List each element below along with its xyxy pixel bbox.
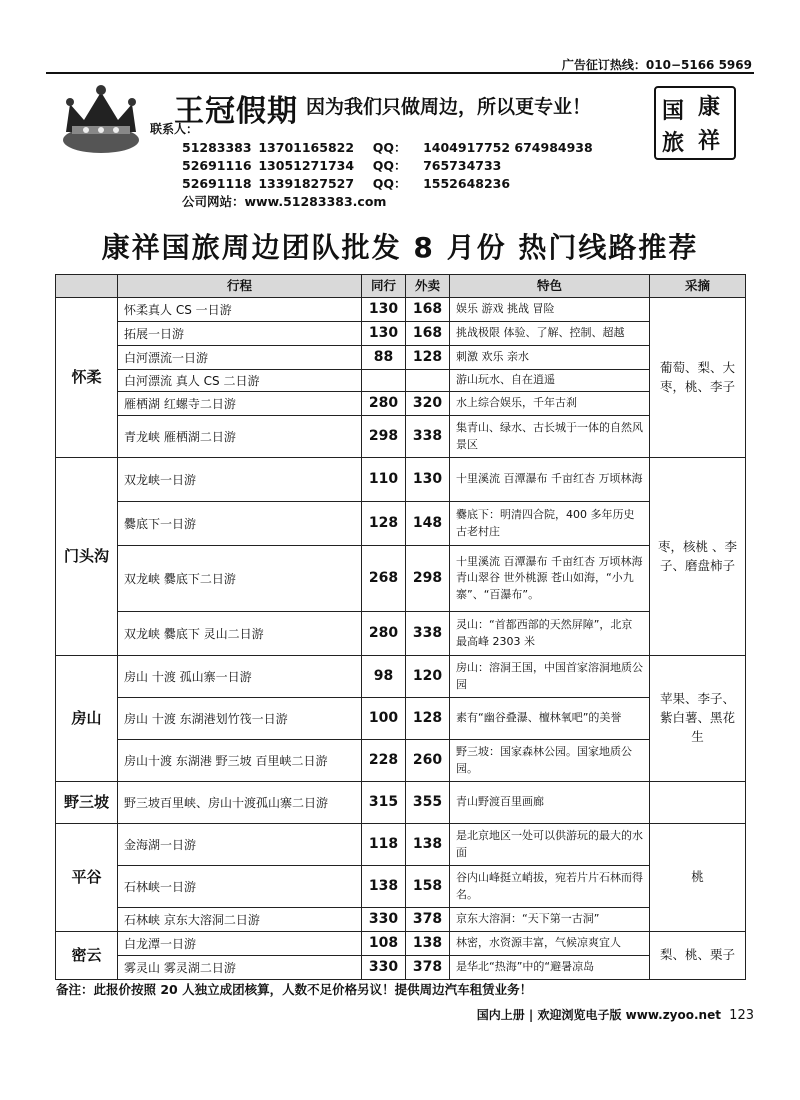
contact-row — [182, 174, 510, 192]
routes-body — [56, 298, 746, 980]
region-cell: 房山 — [56, 656, 118, 782]
seal-char: 国 — [662, 99, 685, 124]
feature-cell: 素有“幽谷叠瀑、檀林氧吧”的美誉 — [450, 698, 650, 740]
feature-cell: 谷内山峰挺立峭拔，宛若片片石林而得名。 — [450, 866, 650, 908]
table-row — [56, 612, 746, 656]
feature-cell: 青山野渡百里画廊 — [450, 782, 650, 824]
header-retail-price: 外卖 — [406, 275, 450, 298]
company-name: 王冠假期 — [174, 94, 298, 129]
feature-cell: 林密，水资源丰富，气候凉爽宜人 — [450, 932, 650, 956]
retail-price-cell: 158 — [406, 866, 450, 908]
feature-cell: 是北京地区一处可以供游玩的最大的水面 — [450, 824, 650, 866]
feature-cell: 刺激 欢乐 亲水 — [450, 346, 650, 370]
feature-cell: 集青山、绿水、古长城于一体的自然风景区 — [450, 416, 650, 458]
table-row — [56, 298, 746, 322]
retail-price-cell: 338 — [406, 612, 450, 656]
crown-logo-icon — [60, 80, 142, 156]
peer-price-cell: 130 — [362, 322, 406, 346]
table-row — [56, 458, 746, 502]
retail-price-cell — [406, 370, 450, 392]
table-row — [56, 502, 746, 546]
seal-stamp — [654, 86, 736, 160]
company-slogan: 因为我们只做周边，所以更专业！ — [306, 96, 592, 118]
route-cell: 双龙峡一日游 — [118, 458, 362, 502]
feature-cell: 十里溪流 百潭瀑布 千亩红杏 万顷林海 青山翠谷 世外桃源 苍山如海，“小九寨”、“百瀑布”。 — [450, 546, 650, 612]
feature-cell: 房山：溶洞王国，中国首家溶洞地质公园 — [450, 656, 650, 698]
qq-label: QQ： — [372, 140, 407, 155]
contact-mobile: 13391827527 — [258, 176, 355, 191]
route-cell: 白河漂流 真人 CS 二日游 — [118, 370, 362, 392]
table-row — [56, 866, 746, 908]
retail-price-cell: 260 — [406, 740, 450, 782]
region-cell: 野三坡 — [56, 782, 118, 824]
route-cell: 拓展一日游 — [118, 322, 362, 346]
retail-price-cell: 128 — [406, 698, 450, 740]
peer-price-cell: 228 — [362, 740, 406, 782]
route-cell: 怀柔真人 CS 一日游 — [118, 298, 362, 322]
feature-cell: 挑战极限 体验、了解、控制、超越 — [450, 322, 650, 346]
table-row — [56, 656, 746, 698]
peer-price-cell: 100 — [362, 698, 406, 740]
route-cell: 野三坡百里峡、房山十渡孤山寨二日游 — [118, 782, 362, 824]
picking-cell: 桃 — [650, 824, 746, 932]
header-region — [56, 275, 118, 298]
contact-tel: 52691118 — [182, 176, 252, 191]
route-cell: 房山十渡 东湖港 野三坡 百里峡二日游 — [118, 740, 362, 782]
peer-price-cell: 130 — [362, 298, 406, 322]
routes-table — [55, 274, 746, 980]
table-row — [56, 956, 746, 980]
table-row — [56, 392, 746, 416]
route-cell: 金海湖一日游 — [118, 824, 362, 866]
table-row — [56, 346, 746, 370]
route-cell: 雁栖湖 红螺寺二日游 — [118, 392, 362, 416]
peer-price-cell: 330 — [362, 956, 406, 980]
header-peer-price: 同行 — [362, 275, 406, 298]
peer-price-cell: 298 — [362, 416, 406, 458]
header-route: 行程 — [118, 275, 362, 298]
retail-price-cell: 138 — [406, 932, 450, 956]
route-cell: 白龙潭一日游 — [118, 932, 362, 956]
feature-cell: 野三坡：国家森林公园。国家地质公园。 — [450, 740, 650, 782]
retail-price-cell: 378 — [406, 908, 450, 932]
peer-price-cell: 108 — [362, 932, 406, 956]
retail-price-cell: 168 — [406, 298, 450, 322]
contact-qq: 1552648236 — [423, 176, 511, 191]
retail-price-cell: 148 — [406, 502, 450, 546]
peer-price-cell: 280 — [362, 392, 406, 416]
ad-hotline: 广告征订热线：010−5166 5969 — [561, 58, 752, 72]
retail-price-cell: 355 — [406, 782, 450, 824]
peer-price-cell: 315 — [362, 782, 406, 824]
route-cell: 双龙峡 爨底下二日游 — [118, 546, 362, 612]
retail-price-cell: 168 — [406, 322, 450, 346]
route-cell: 爨底下一日游 — [118, 502, 362, 546]
route-cell: 青龙峡 雁栖湖二日游 — [118, 416, 362, 458]
region-cell: 密云 — [56, 932, 118, 980]
picking-cell: 苹果、李子、紫白薯、黑花生 — [650, 656, 746, 782]
table-row — [56, 546, 746, 612]
contact-mobile: 13701165822 — [258, 140, 355, 155]
peer-price-cell: 280 — [362, 612, 406, 656]
contact-tel: 51283383 — [182, 140, 252, 155]
table-row — [56, 370, 746, 392]
top-divider — [46, 72, 754, 74]
contact-qq: 1404917752 674984938 — [423, 140, 593, 155]
table-row — [56, 322, 746, 346]
retail-price-cell: 138 — [406, 824, 450, 866]
route-cell: 房山 十渡 孤山寨一日游 — [118, 656, 362, 698]
peer-price-cell: 88 — [362, 346, 406, 370]
route-cell: 石林峡一日游 — [118, 866, 362, 908]
peer-price-cell: 138 — [362, 866, 406, 908]
picking-cell: 葡萄、梨、大枣，桃、李子 — [650, 298, 746, 458]
retail-price-cell: 378 — [406, 956, 450, 980]
route-cell: 双龙峡 爨底下 灵山二日游 — [118, 612, 362, 656]
table-row — [56, 698, 746, 740]
route-cell: 石林峡 京东大溶洞二日游 — [118, 908, 362, 932]
feature-cell: 十里溪流 百潭瀑布 千亩红杏 万顷林海 — [450, 458, 650, 502]
company-website[interactable]: 公司网站：www.51283383.com — [182, 194, 387, 209]
region-cell: 怀柔 — [56, 298, 118, 458]
region-cell: 平谷 — [56, 824, 118, 932]
footer-text: 国内上册 | 欢迎浏览电子版 www.zyoo.net — [476, 1008, 721, 1022]
page-footer — [400, 1006, 754, 1023]
contact-qq: 765734733 — [423, 158, 502, 173]
table-row — [56, 740, 746, 782]
contact-label: 联系人： — [150, 122, 199, 136]
retail-price-cell: 338 — [406, 416, 450, 458]
picking-cell — [650, 782, 746, 824]
peer-price-cell: 98 — [362, 656, 406, 698]
table-row — [56, 932, 746, 956]
contact-mobile: 13051271734 — [258, 158, 355, 173]
route-cell: 白河漂流一日游 — [118, 346, 362, 370]
feature-cell: 游山玩水、自在逍遥 — [450, 370, 650, 392]
retail-price-cell: 120 — [406, 656, 450, 698]
route-cell: 房山 十渡 东湖港划竹筏一日游 — [118, 698, 362, 740]
route-cell: 雾灵山 雾灵湖二日游 — [118, 956, 362, 980]
seal-char: 旅 — [662, 131, 685, 156]
retail-price-cell: 128 — [406, 346, 450, 370]
table-row — [56, 824, 746, 866]
contact-row — [182, 138, 593, 156]
page-title: 康祥国旅周边团队批发 8 月份 热门线路推荐 — [101, 231, 699, 264]
feature-cell: 京东大溶洞：“天下第一古洞” — [450, 908, 650, 932]
retail-price-cell: 320 — [406, 392, 450, 416]
qq-label: QQ： — [372, 158, 407, 173]
table-header-row — [56, 275, 746, 298]
peer-price-cell — [362, 370, 406, 392]
seal-char: 康 — [698, 95, 721, 120]
footnote: 备注：此报价按照 20 人独立成团核算，人数不足价格另议！提供周边汽车租赁业务！ — [56, 982, 533, 997]
peer-price-cell: 128 — [362, 502, 406, 546]
retail-price-cell: 298 — [406, 546, 450, 612]
peer-price-cell: 268 — [362, 546, 406, 612]
picking-cell: 梨、桃、栗子 — [650, 932, 746, 980]
peer-price-cell: 330 — [362, 908, 406, 932]
page-number: 123 — [729, 1008, 754, 1023]
company-header — [46, 76, 754, 208]
retail-price-cell: 130 — [406, 458, 450, 502]
header-feature: 特色 — [450, 275, 650, 298]
feature-cell: 爨底下：明清四合院，400 多年历史古老村庄 — [450, 502, 650, 546]
peer-price-cell: 118 — [362, 824, 406, 866]
picking-cell: 枣，核桃 、李子、磨盘柿子 — [650, 458, 746, 656]
header-picking: 采摘 — [650, 275, 746, 298]
feature-cell: 娱乐 游戏 挑战 冒险 — [450, 298, 650, 322]
table-row — [56, 416, 746, 458]
feature-cell: 水上综合娱乐，千年古刹 — [450, 392, 650, 416]
table-row — [56, 782, 746, 824]
feature-cell: 灵山：“首都西部的天然屏障”，北京最高峰 2303 米 — [450, 612, 650, 656]
table-row — [56, 908, 746, 932]
feature-cell: 是华北“热海”中的“避暑凉岛 — [450, 956, 650, 980]
contact-row — [182, 156, 501, 174]
peer-price-cell: 110 — [362, 458, 406, 502]
seal-char: 祥 — [698, 129, 721, 154]
qq-label: QQ： — [372, 176, 407, 191]
contact-tel: 52691116 — [182, 158, 252, 173]
region-cell: 门头沟 — [56, 458, 118, 656]
